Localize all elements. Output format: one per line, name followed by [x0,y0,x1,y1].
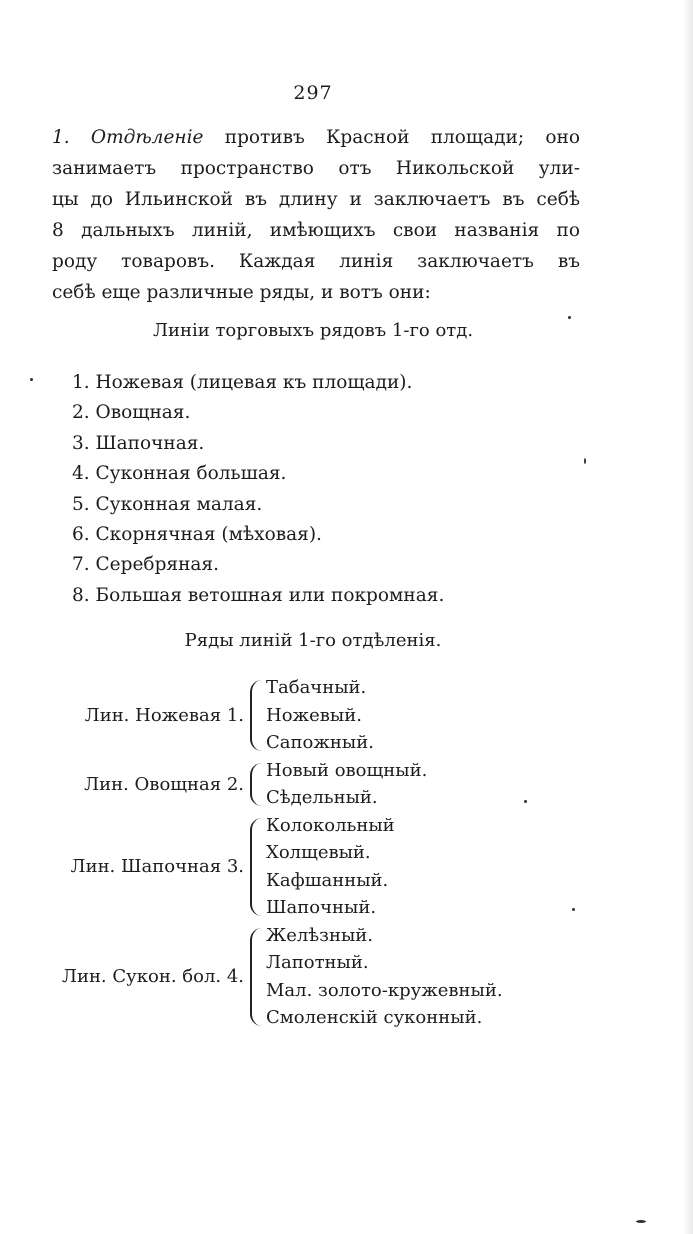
intro-line-5: роду товаровъ. Каждая линія заключаетъ въ [52,251,580,272]
ink-speck [584,458,586,464]
ink-speck [30,378,33,381]
lines-heading: Линіи торговыхъ рядовъ 1-го отд. [152,320,474,341]
row-group-line: Лин. Ножевая 1. [84,704,244,726]
list-item: Смоленскій суконный. [266,1007,483,1028]
list-item: 7. Серебряная. [72,554,219,576]
list-item: Сапожный. [266,732,374,753]
ink-speck [572,908,575,911]
brace [250,680,262,751]
list-item: Табачный. [266,677,367,698]
intro-line-4: 8 дальныхъ линій, имѣющихъ свои названія по [52,220,580,241]
row-group [0,757,693,812]
rows-heading: Ряды линій 1-го отдѣленія. [184,630,442,651]
list-item: Шапочный. [266,897,377,918]
list-item: Кафшанный. [266,869,389,891]
list-item: 4. Суконная большая. [72,463,287,485]
row-group-line: Лин. Овощная 2. [84,773,244,795]
intro-paragraph [52,122,580,308]
rows-table [0,674,693,1032]
row-items [262,922,503,1032]
lines-list [72,368,444,611]
brace [250,763,262,806]
list-item: Колокольный [266,814,395,836]
row-items [262,757,427,812]
list-item: Сѣдельный. [266,787,378,808]
intro-line-6: себѣ еще различные ряды, и вотъ они: [52,282,431,303]
row-group [0,922,693,1032]
ink-speck [636,1220,646,1223]
row-group [0,812,693,922]
row-items [262,674,374,757]
row-group [0,674,693,757]
list-item: Ножевый. [266,704,362,726]
section-lead: 1. Отдѣленіе [52,127,204,148]
brace [250,928,262,1026]
list-item: 8. Большая ветошная или покромная. [72,584,445,606]
intro-line-3: цы до Ильинской въ длину и заключаетъ въ себѣ [52,189,580,210]
list-item: 5. Суконная малая. [72,493,263,515]
row-group-line: Лин. Шапочная 3. [70,856,244,877]
page-number: 297 [293,82,333,104]
ink-speck [524,800,527,803]
list-item: Мал. золото-кружевный. [266,979,503,1001]
list-item: 1. Ножевая (лицевая къ площади). [72,372,413,393]
brace [250,818,262,916]
list-item: 3. Шапочная. [72,432,205,454]
row-items [262,812,395,922]
intro-line-1: 1. Отдѣленіе противъ Красной площади; оно [52,127,580,148]
list-item: Новый овощный. [266,759,428,781]
list-item: Желѣзный. [266,924,374,946]
list-item: Лапотный. [266,952,369,973]
row-group-line: Лин. Сукон. бол. 4. [61,966,244,987]
list-item: 6. Скорнячная (мѣховая). [72,524,322,546]
page-edge-shadow [683,0,693,1234]
list-item: 2. Овощная. [72,402,191,424]
intro-line-2: занимаетъ пространство отъ Никольской ули- [52,158,580,179]
list-item: Холщевый. [266,842,371,863]
ink-speck [568,316,571,319]
